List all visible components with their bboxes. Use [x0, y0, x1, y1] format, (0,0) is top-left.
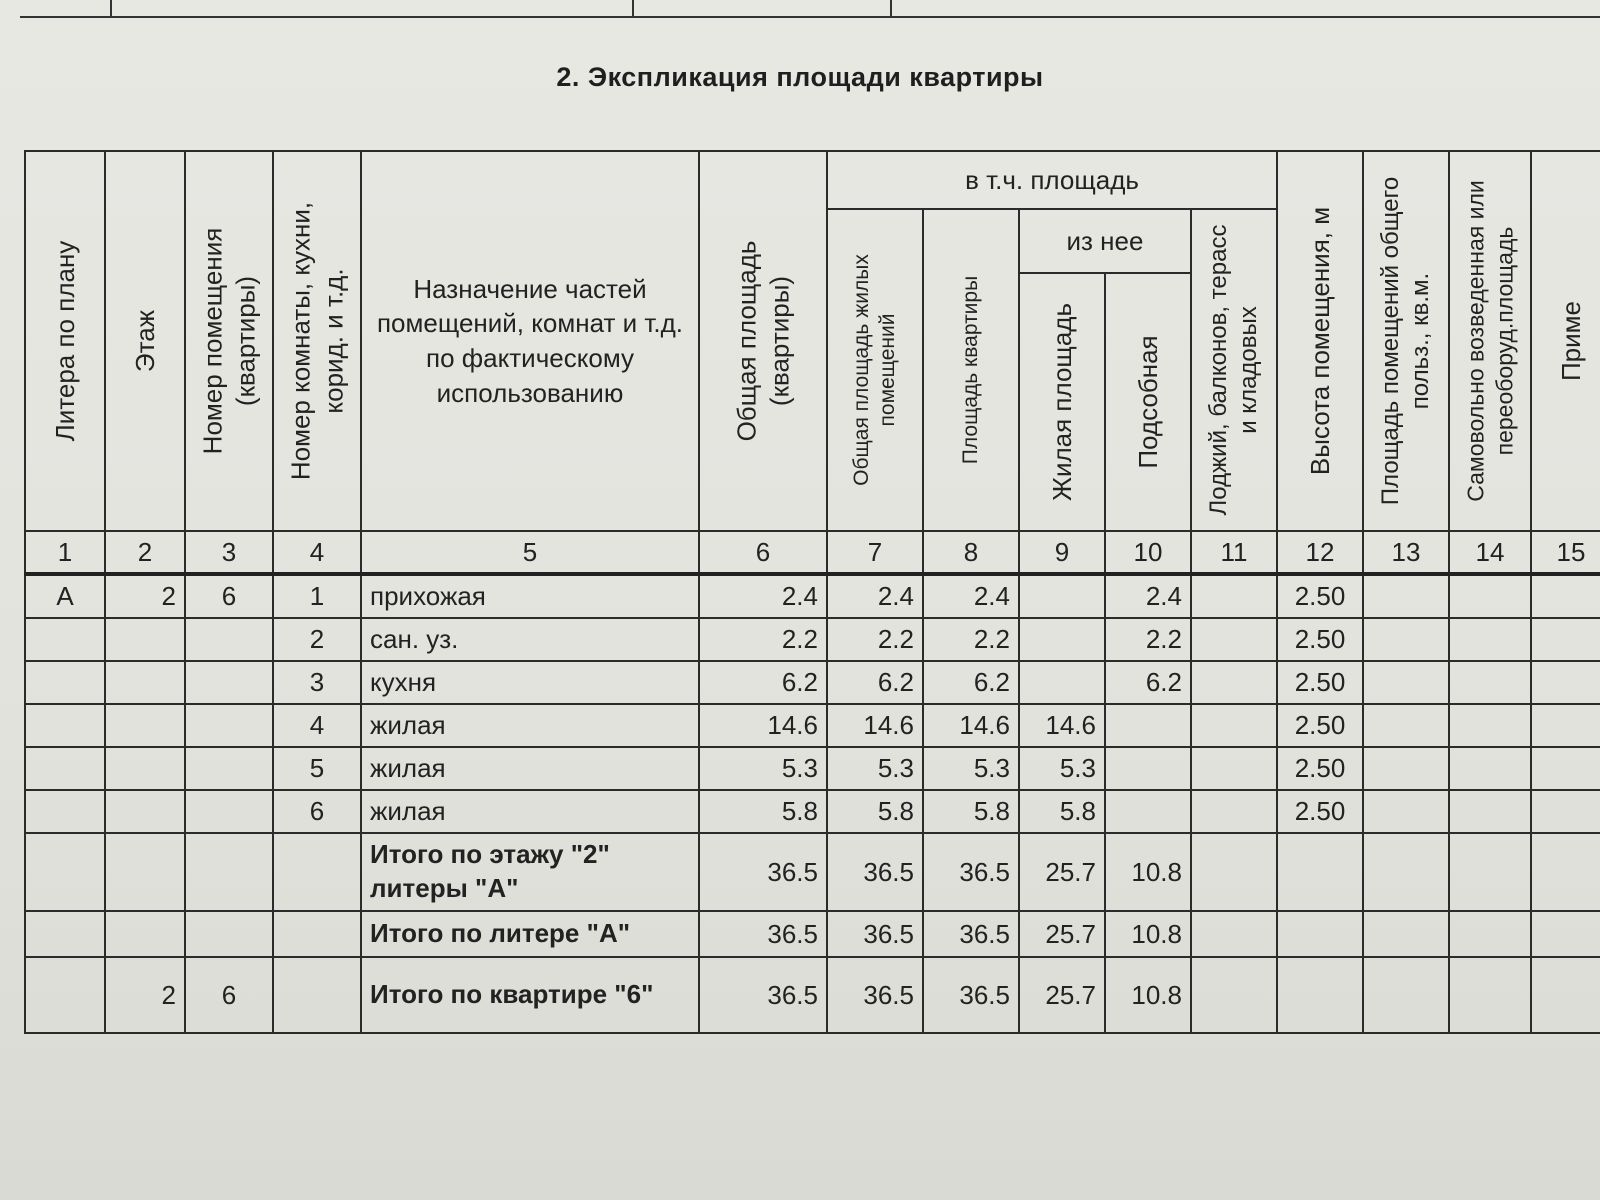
room-row: [25, 661, 1600, 704]
cell-common-area: [1363, 618, 1449, 661]
cell-purpose: Итого по литере "А": [361, 911, 699, 957]
cell-room-number: 3: [273, 661, 361, 704]
cell-floor: [105, 911, 185, 957]
cell-premises-number: [185, 747, 273, 790]
cell-premises-number: [185, 790, 273, 833]
cell-common-area: [1363, 790, 1449, 833]
cell-litera: [25, 747, 105, 790]
cell-apartment-area: 14.6: [923, 704, 1019, 747]
cell-total-area: 36.5: [699, 833, 827, 911]
cell-room-number: 6: [273, 790, 361, 833]
cell-living-area: 5.8: [1019, 790, 1105, 833]
cell-purpose: прихожая: [361, 574, 699, 618]
cell-litera: [25, 911, 105, 957]
col-number: 1: [25, 531, 105, 574]
cell-notes: [1531, 957, 1600, 1033]
header-subgroup-of-it: из нее: [1019, 209, 1191, 273]
cell-premises-number: [185, 661, 273, 704]
header-height: Высота помещения, м: [1277, 151, 1363, 531]
col-number: 12: [1277, 531, 1363, 574]
cell-total-area: 2.2: [699, 618, 827, 661]
cell-notes: [1531, 661, 1600, 704]
cell-loggia-area: [1191, 833, 1277, 911]
col-number: 2: [105, 531, 185, 574]
cell-total-area: 2.4: [699, 574, 827, 618]
cell-total-area: 5.3: [699, 747, 827, 790]
header-row-1: [25, 151, 1600, 209]
cell-apartment-area: 2.4: [923, 574, 1019, 618]
cell-living-area: [1019, 574, 1105, 618]
cell-loggia-area: [1191, 790, 1277, 833]
room-row: [25, 704, 1600, 747]
col-number: 14: [1449, 531, 1531, 574]
col-number: 13: [1363, 531, 1449, 574]
explication-table: [24, 150, 1600, 1034]
cell-floor: [105, 618, 185, 661]
cell-purpose: сан. уз.: [361, 618, 699, 661]
cell-loggia-area: [1191, 704, 1277, 747]
cell-auxiliary-area: [1105, 747, 1191, 790]
room-row: [25, 747, 1600, 790]
cell-purpose: жилая: [361, 747, 699, 790]
col-number: 6: [699, 531, 827, 574]
cell-living-premises-area: 5.3: [827, 747, 923, 790]
cell-living-area: 5.3: [1019, 747, 1105, 790]
cell-purpose: Итого по этажу "2" литеры "А": [361, 833, 699, 911]
cell-common-area: [1363, 704, 1449, 747]
col-number: 7: [827, 531, 923, 574]
header-litera: Литера по плану: [25, 151, 105, 531]
cell-room-number: [273, 957, 361, 1033]
cell-unauthorized-area: [1449, 957, 1531, 1033]
cell-total-area: 36.5: [699, 911, 827, 957]
header-common-area: Площадь помещений общего польз., кв.м.: [1363, 151, 1449, 531]
total-row: [25, 833, 1600, 911]
room-row: [25, 618, 1600, 661]
cell-litera: [25, 833, 105, 911]
header-premises-number: Номер помещения (квартиры): [185, 151, 273, 531]
cell-living-premises-area: 5.8: [827, 790, 923, 833]
cell-auxiliary-area: 10.8: [1105, 833, 1191, 911]
cell-living-area: [1019, 618, 1105, 661]
cell-living-area: 25.7: [1019, 911, 1105, 957]
cell-unauthorized-area: [1449, 661, 1531, 704]
cell-room-number: [273, 833, 361, 911]
cell-height: 2.50: [1277, 618, 1363, 661]
cell-litera: [25, 790, 105, 833]
cell-loggia-area: [1191, 574, 1277, 618]
cell-height: 2.50: [1277, 661, 1363, 704]
cell-floor: [105, 833, 185, 911]
cell-living-premises-area: 2.2: [827, 618, 923, 661]
cell-premises-number: [185, 618, 273, 661]
cell-apartment-area: 5.3: [923, 747, 1019, 790]
cell-litera: [25, 957, 105, 1033]
cell-apartment-area: 2.2: [923, 618, 1019, 661]
cell-living-area: [1019, 661, 1105, 704]
cell-living-area: 25.7: [1019, 833, 1105, 911]
cell-floor: 2: [105, 957, 185, 1033]
column-number-row: [25, 531, 1600, 574]
document-title: 2. Экспликация площади квартиры: [556, 62, 1044, 92]
header-floor: Этаж: [105, 151, 185, 531]
header-apartment-area: Площадь квартиры: [923, 209, 1019, 531]
col-number: 9: [1019, 531, 1105, 574]
cell-apartment-area: 36.5: [923, 833, 1019, 911]
header-living-area: Жилая площадь: [1019, 273, 1105, 531]
cell-auxiliary-area: [1105, 704, 1191, 747]
cell-notes: [1531, 833, 1600, 911]
cell-room-number: 5: [273, 747, 361, 790]
cell-living-premises-area: 14.6: [827, 704, 923, 747]
cell-unauthorized-area: [1449, 833, 1531, 911]
header-room-number: Номер комнаты, кухни, корид. и т.д.: [273, 151, 361, 531]
cell-floor: 2: [105, 574, 185, 618]
header-purpose: Назначение частей помещений, комнат и т.д. по фактическому использованию: [361, 151, 699, 531]
cell-loggia-area: [1191, 911, 1277, 957]
cell-premises-number: 6: [185, 574, 273, 618]
cell-unauthorized-area: [1449, 790, 1531, 833]
cell-floor: [105, 747, 185, 790]
header-group-including: в т.ч. площадь: [827, 151, 1277, 209]
cell-loggia-area: [1191, 747, 1277, 790]
cell-auxiliary-area: 10.8: [1105, 957, 1191, 1033]
cell-unauthorized-area: [1449, 747, 1531, 790]
cell-living-premises-area: 2.4: [827, 574, 923, 618]
col-number: 4: [273, 531, 361, 574]
cell-purpose: кухня: [361, 661, 699, 704]
cell-apartment-area: 36.5: [923, 911, 1019, 957]
cell-living-premises-area: 6.2: [827, 661, 923, 704]
cell-auxiliary-area: 10.8: [1105, 911, 1191, 957]
cell-height: 2.50: [1277, 574, 1363, 618]
cell-total-area: 36.5: [699, 957, 827, 1033]
cell-common-area: [1363, 833, 1449, 911]
cell-living-premises-area: 36.5: [827, 833, 923, 911]
room-row: [25, 574, 1600, 618]
cell-floor: [105, 704, 185, 747]
cell-notes: [1531, 704, 1600, 747]
total-row: [25, 957, 1600, 1033]
cell-unauthorized-area: [1449, 704, 1531, 747]
cell-unauthorized-area: [1449, 618, 1531, 661]
cell-notes: [1531, 574, 1600, 618]
cell-litera: [25, 661, 105, 704]
cell-height: 2.50: [1277, 704, 1363, 747]
cell-notes: [1531, 747, 1600, 790]
col-number: 5: [361, 531, 699, 574]
cell-auxiliary-area: 2.4: [1105, 574, 1191, 618]
cell-room-number: 2: [273, 618, 361, 661]
cell-height: [1277, 911, 1363, 957]
cell-floor: [105, 790, 185, 833]
room-row: [25, 790, 1600, 833]
cell-common-area: [1363, 574, 1449, 618]
cell-common-area: [1363, 911, 1449, 957]
header-unauthorized-area: Самовольно возведенная или переоборуд.площадь: [1449, 151, 1531, 531]
cell-living-premises-area: 36.5: [827, 911, 923, 957]
col-number: 8: [923, 531, 1019, 574]
cell-unauthorized-area: [1449, 574, 1531, 618]
cell-room-number: 4: [273, 704, 361, 747]
col-number: 10: [1105, 531, 1191, 574]
total-row: [25, 911, 1600, 957]
cell-premises-number: [185, 911, 273, 957]
cell-total-area: 6.2: [699, 661, 827, 704]
cell-loggia-area: [1191, 618, 1277, 661]
cell-height: 2.50: [1277, 747, 1363, 790]
cell-premises-number: [185, 704, 273, 747]
cell-purpose: Итого по квартире "6": [361, 957, 699, 1033]
cell-apartment-area: 36.5: [923, 957, 1019, 1033]
cell-premises-number: [185, 833, 273, 911]
cell-living-area: 25.7: [1019, 957, 1105, 1033]
cell-litera: [25, 704, 105, 747]
cell-litera: [25, 618, 105, 661]
cell-common-area: [1363, 957, 1449, 1033]
header-total-area: Общая площадь (квартиры): [699, 151, 827, 531]
cell-total-area: 14.6: [699, 704, 827, 747]
cell-room-number: 1: [273, 574, 361, 618]
cell-auxiliary-area: 6.2: [1105, 661, 1191, 704]
cell-notes: [1531, 618, 1600, 661]
cell-floor: [105, 661, 185, 704]
cell-total-area: 5.8: [699, 790, 827, 833]
col-number: 15: [1531, 531, 1600, 574]
cell-notes: [1531, 790, 1600, 833]
header-loggias: Лоджий, балконов, терасс и кладовых: [1191, 209, 1277, 531]
cell-room-number: [273, 911, 361, 957]
cell-litera: А: [25, 574, 105, 618]
cell-loggia-area: [1191, 661, 1277, 704]
header-living-premises-area: Общая площадь жилых помещений: [827, 209, 923, 531]
cell-living-premises-area: 36.5: [827, 957, 923, 1033]
cell-living-area: 14.6: [1019, 704, 1105, 747]
cell-height: 2.50: [1277, 790, 1363, 833]
cell-premises-number: 6: [185, 957, 273, 1033]
cell-unauthorized-area: [1449, 911, 1531, 957]
cell-auxiliary-area: 2.2: [1105, 618, 1191, 661]
cell-auxiliary-area: [1105, 790, 1191, 833]
cell-loggia-area: [1191, 957, 1277, 1033]
header-auxiliary-area: Подсобная: [1105, 273, 1191, 531]
cell-notes: [1531, 911, 1600, 957]
header-notes: Приме: [1531, 151, 1600, 531]
col-number: 11: [1191, 531, 1277, 574]
cell-purpose: жилая: [361, 704, 699, 747]
cell-common-area: [1363, 661, 1449, 704]
cell-height: [1277, 833, 1363, 911]
cell-height: [1277, 957, 1363, 1033]
col-number: 3: [185, 531, 273, 574]
cell-apartment-area: 6.2: [923, 661, 1019, 704]
cell-common-area: [1363, 747, 1449, 790]
previous-table-edge: [20, 0, 1600, 18]
cell-purpose: жилая: [361, 790, 699, 833]
cell-apartment-area: 5.8: [923, 790, 1019, 833]
